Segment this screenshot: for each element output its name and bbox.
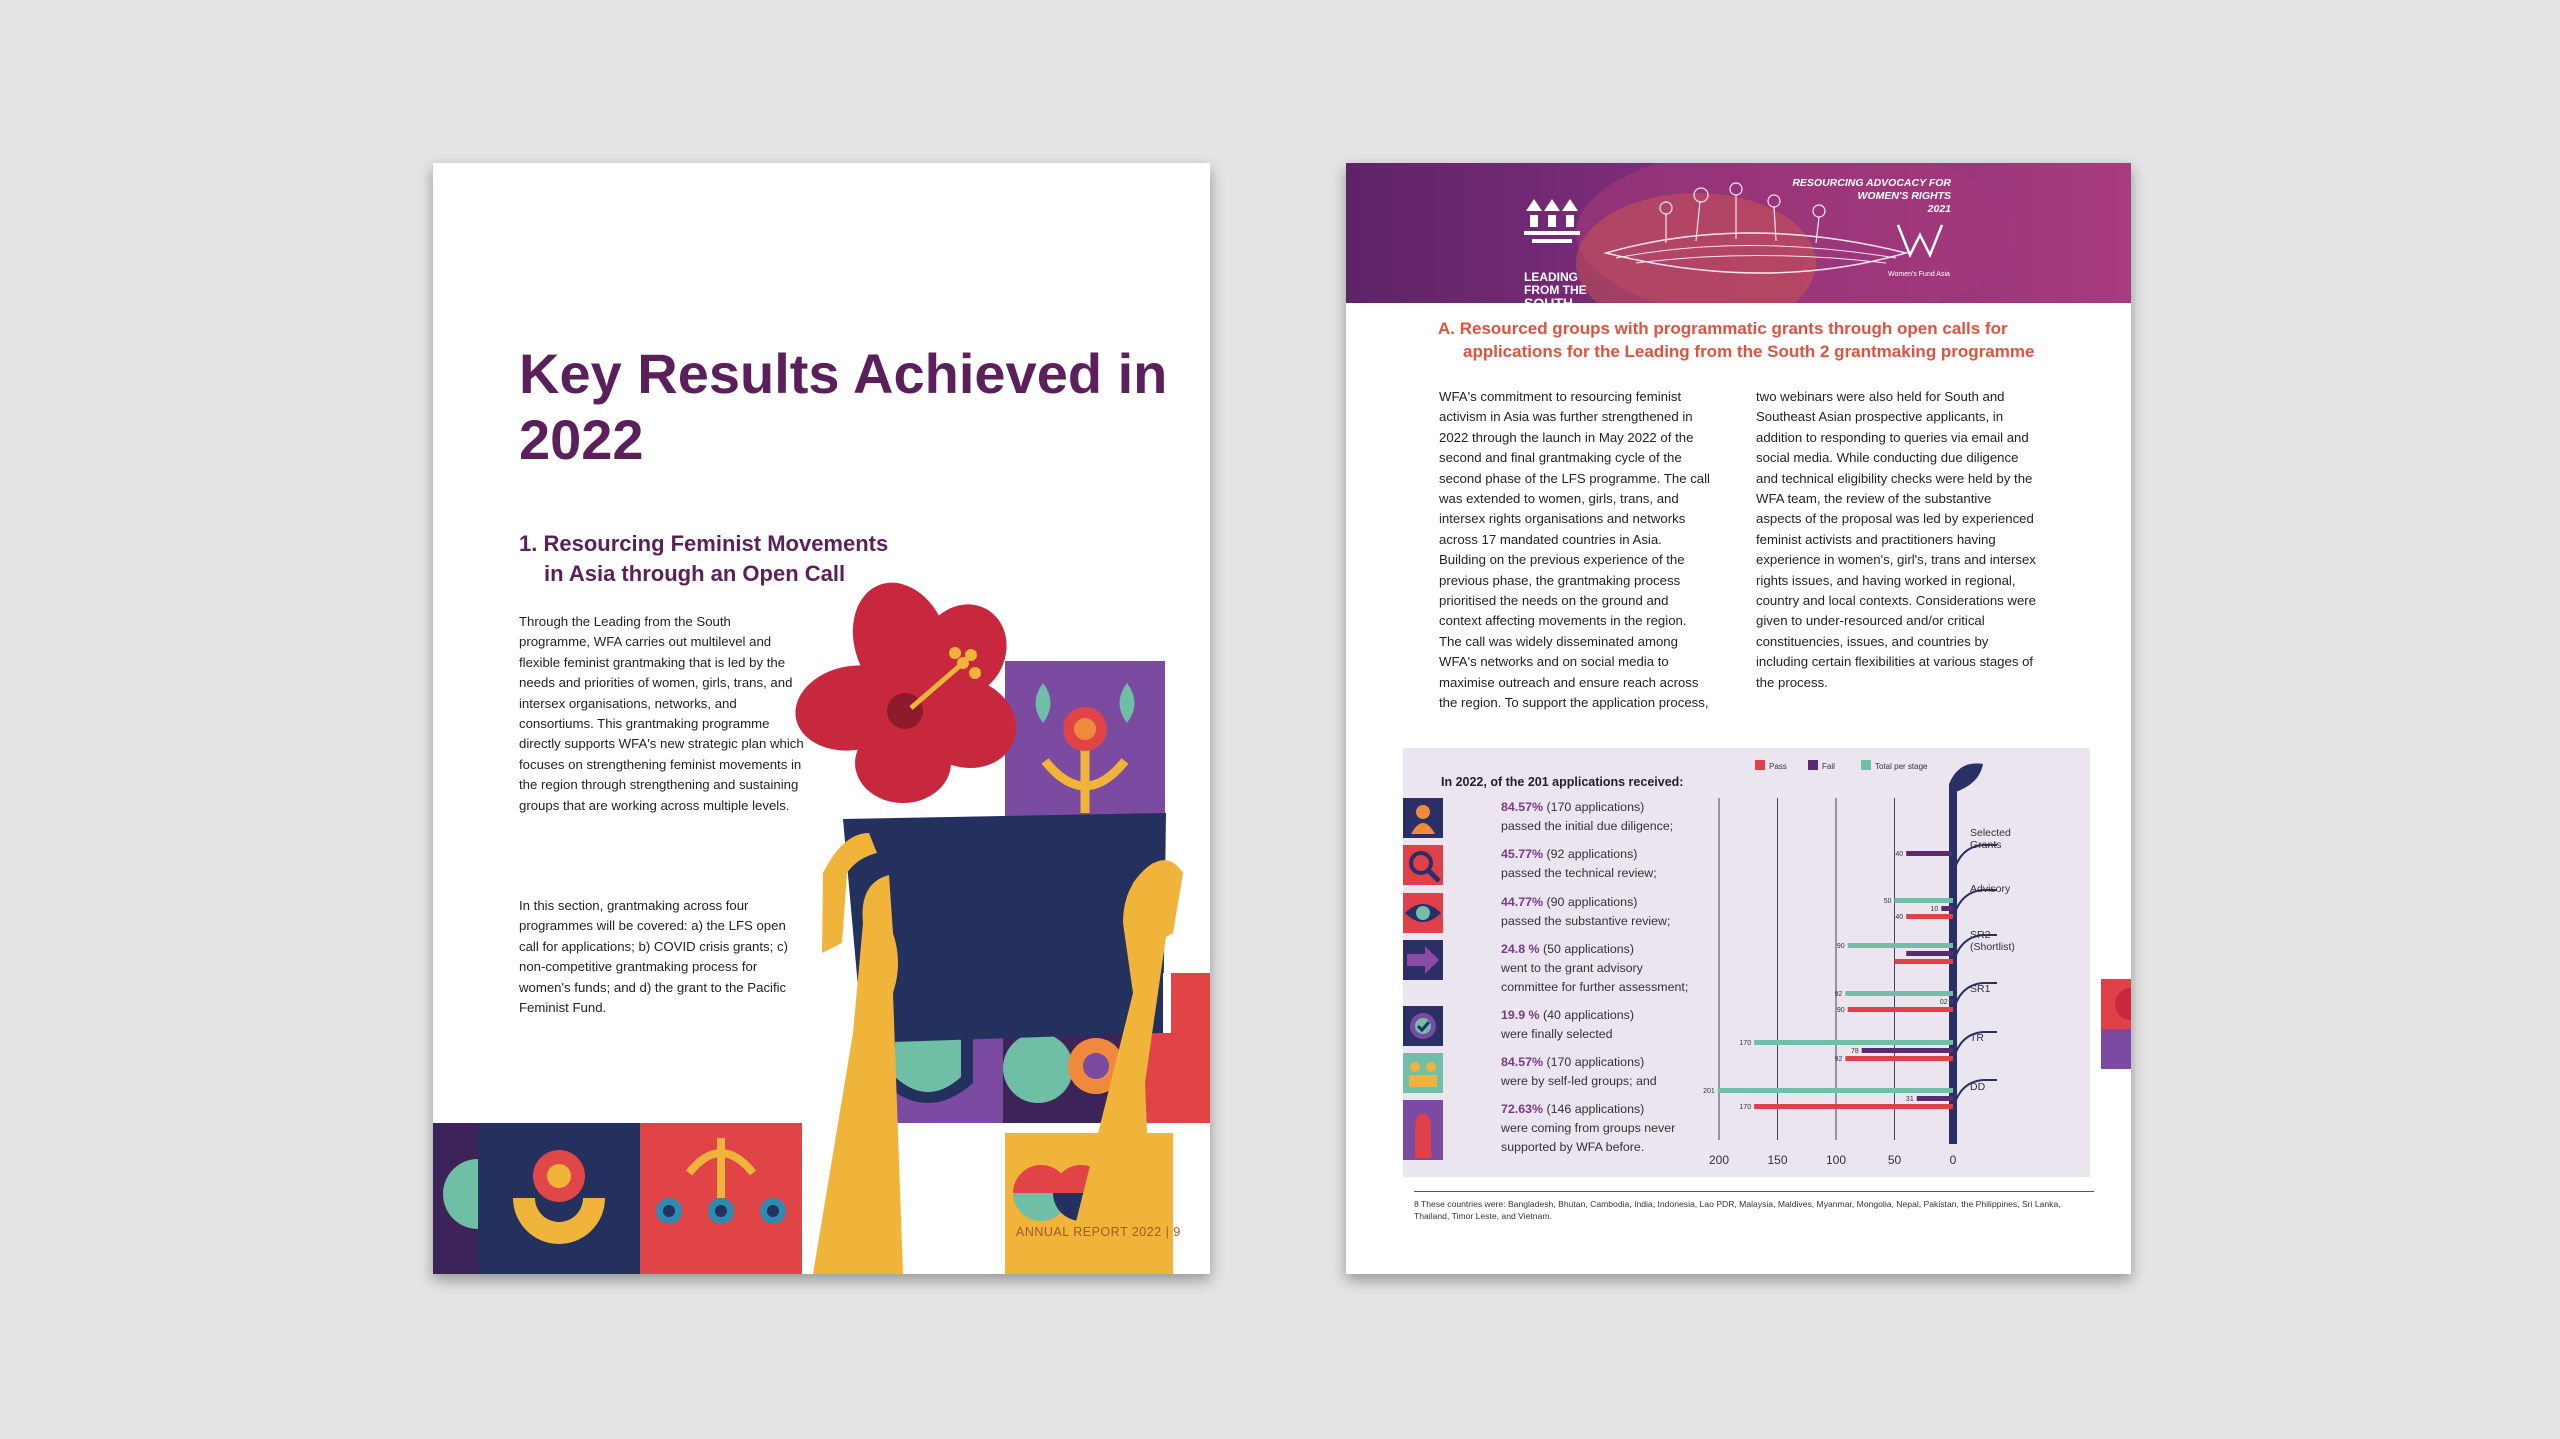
- section-overview-paragraph: In this section, grantmaking across four programmes will be covered: a) the LFS open call for applications; b) COVID crisis grants; c) non-competitive grantmaking process for women's funds; and d) the grant to the Pacific Feminist Fund.: [519, 898, 788, 1016]
- subsection-heading: [1438, 317, 2078, 363]
- intro-paragraph: Through the Leading from the South programme, WFA carries out multilevel and flexible feminist grantmaking that is led by the needs and priorities of women, girls, trans, and intersex organisations, networks, and consortiums. This grantmaking programme directly supports WFA's new strategic plan which focuses on strengthening feminist movements in the region through strengthening and sustaining groups that are working across multiple levels.: [519, 614, 804, 813]
- stat-desc-2: supported by WFA before.: [1501, 1140, 1645, 1154]
- bar: [1941, 906, 1953, 911]
- section-number: 1.: [519, 531, 538, 556]
- report-banner: [1346, 163, 2131, 311]
- body-column-1: WFA's commitment to resourcing feminist activism in Asia was further strengthened in 2022 through the launch in May 2022 of the second and final grantmaking cycle of the second phase of the LFS programme. The call was extended to women, girls, trans, and intersex rights organisations and networks across 17 mandated countries in Asia. Building on the previous experience of the previous phase, the grantmaking process prioritised the needs on the ground and context affecting movements in the region. The call was widely disseminated among WFA's networks and on social media to maximise outreach and ensure reach across the region. To support the application process,: [1439, 389, 1710, 711]
- bar-value-label: 90: [1836, 1007, 1845, 1014]
- stat-pct: 44.77%: [1501, 895, 1544, 909]
- applications-infographic: [1403, 748, 2090, 1177]
- banner-illustration: [1346, 163, 2131, 303]
- logo-line-3: SOUTH: [1524, 295, 1573, 311]
- page-title: Key Results Achieved in 2022: [519, 342, 1168, 471]
- stat-desc-2: committee for further assessment;: [1501, 980, 1689, 994]
- side-tab-decoration: [2101, 979, 2131, 1079]
- bar: [1895, 959, 1954, 964]
- body-column-2: two webinars were also held for South and Southeast Asian prospective applicants, in addition to responding to queries via email and social media. While conducting due diligence and technical eligibility checks were held by the WFA team, the review of the substantive aspects of the proposal was led by experienced feminist activists and practitioners having experience in women's, girl's, trans and intersex rights issues, and having worked in regional, country and local contexts. Considerations were given to under-resourced and/or critical constituencies, issues, and countries by including certain flexibilities at various stages of the process.: [1756, 389, 2037, 690]
- bar: [1848, 1007, 1953, 1012]
- stat-pct: 84.57%: [1501, 1055, 1544, 1069]
- bar-value-label: 90: [1836, 943, 1845, 950]
- bar-value-label: 170: [1739, 1040, 1752, 1047]
- stage-label: Advisory: [1970, 883, 2011, 895]
- bar-value-label: 40: [1895, 851, 1904, 858]
- logo-line-1: LEADING: [1524, 270, 1578, 284]
- footnote: 8 These countries were: Bangladesh, Bhutan, Cambodia, India, Indonesia, Lao PDR, Malaysia, Maldives, Myanmar, Mongolia, Nepal, Pakistan, the Philippines, Sri Lanka, Thailand, Timor Leste, and Vietnam.: [1414, 1191, 2094, 1222]
- bar-value-label: 92: [1834, 1056, 1843, 1063]
- bar: [1862, 1048, 1953, 1053]
- stage-label: Grants: [1970, 839, 2002, 851]
- bar-value-label: 78: [1850, 1048, 1859, 1055]
- subsection-heading-line-2: applications for the Leading from the South 2 grantmaking programme: [1463, 342, 2035, 361]
- bar: [1845, 991, 1953, 996]
- stat-desc: were by self-led groups; and: [1501, 1074, 1657, 1088]
- stage-label: (Shortlist): [1970, 941, 2015, 953]
- stage-label: SR2: [1970, 929, 1991, 941]
- bar-value-label: 50: [1883, 898, 1892, 905]
- legend-swatch: [1808, 760, 1818, 770]
- legend-label: Total per stage: [1875, 762, 1928, 771]
- x-tick-label: 100: [1825, 1153, 1847, 1167]
- legend-label: Fail: [1822, 762, 1835, 771]
- stat-desc: passed the substantive review;: [1501, 914, 1671, 928]
- banner-title-line-3: 2021: [1927, 203, 1951, 215]
- stat-count: (40 applications): [1543, 1008, 1634, 1022]
- bar: [1754, 1040, 1953, 1045]
- stage-label: DD: [1970, 1081, 1986, 1093]
- stat-pct: 24.8 %: [1501, 942, 1540, 956]
- banner-title-line-2: WOMEN'S RIGHTS: [1857, 190, 1951, 202]
- bar: [1951, 999, 1953, 1004]
- stat-desc: passed the initial due diligence;: [1501, 819, 1674, 833]
- grant-stage-bar-chart: [1403, 748, 2090, 1177]
- bar: [1845, 1056, 1953, 1061]
- page-footer: ANNUAL REPORT 2022 | 9: [1016, 1225, 1181, 1239]
- bar: [1754, 1104, 1953, 1109]
- stat-pct: 84.57%: [1501, 800, 1544, 814]
- section-title-text-1: Resourcing Feminist Movements: [543, 531, 889, 556]
- stats-title: In 2022, of the 201 applications received:: [1441, 775, 1684, 789]
- bar: [1906, 951, 1953, 956]
- stat-pct: 72.63%: [1501, 1102, 1544, 1116]
- bar: [1848, 943, 1953, 948]
- axis-leaf: [1949, 763, 1983, 794]
- x-tick-label: 150: [1767, 1153, 1788, 1167]
- banner-title-line-1: RESOURCING ADVOCACY FOR: [1792, 177, 1951, 189]
- bar: [1895, 898, 1954, 903]
- lfs-logo-icon: [1524, 199, 1580, 243]
- stat-count: (170 applications): [1546, 1055, 1645, 1069]
- x-tick-label: 50: [1887, 1153, 1902, 1167]
- stat-count: (50 applications): [1543, 942, 1634, 956]
- fund-name: Women's Fund Asia: [1888, 271, 1950, 278]
- section-title-line-2: in Asia through an Open Call: [544, 561, 846, 586]
- stage-label: TR: [1970, 1032, 1984, 1044]
- bar: [1718, 1088, 1953, 1093]
- bar-value-label: 170: [1739, 1104, 1752, 1111]
- stage-label: SR1: [1970, 983, 1991, 995]
- stat-count: (170 applications): [1546, 800, 1645, 814]
- stat-count: (90 applications): [1546, 895, 1638, 909]
- bar-value-label: 40: [1895, 914, 1904, 921]
- stat-desc: passed the technical review;: [1501, 866, 1657, 880]
- banner-title: [1771, 177, 1951, 216]
- legend-swatch: [1861, 760, 1871, 770]
- bar-value-label: 10: [1930, 906, 1939, 913]
- lfs-logo-text: [1524, 271, 1587, 310]
- stat-pct: 45.77%: [1501, 847, 1544, 861]
- bar-value-label: 92: [1834, 991, 1843, 998]
- x-tick-label: 0: [1949, 1153, 1957, 1167]
- stat-count: (146 applications): [1546, 1102, 1645, 1116]
- stat-count: (92 applications): [1546, 847, 1638, 861]
- bar-value-label: 31: [1905, 1096, 1914, 1103]
- stat-desc: were coming from groups never: [1501, 1121, 1676, 1135]
- stat-desc: went to the grant advisory: [1501, 961, 1643, 975]
- stage-label: Selected: [1970, 827, 2011, 839]
- bar: [1906, 851, 1953, 856]
- x-tick-label: 200: [1708, 1153, 1730, 1167]
- bar-value-label: 201: [1703, 1088, 1715, 1095]
- right-page: [1346, 163, 2131, 1274]
- legend-label: Pass: [1769, 762, 1787, 771]
- stat-desc: were finally selected: [1501, 1027, 1613, 1041]
- section-title: [519, 529, 1019, 589]
- stat-pct: 19.9 %: [1501, 1008, 1540, 1022]
- bar: [1917, 1096, 1953, 1101]
- bar-value-label: 02: [1939, 999, 1948, 1006]
- legend-swatch: [1755, 760, 1765, 770]
- subsection-heading-line-1: A. Resourced groups with programmatic grants through open calls for: [1438, 319, 2008, 338]
- section-title-line-1: [519, 529, 1019, 559]
- logo-line-2: FROM THE: [1524, 283, 1587, 297]
- left-page: [433, 163, 1210, 1274]
- bar: [1906, 914, 1953, 919]
